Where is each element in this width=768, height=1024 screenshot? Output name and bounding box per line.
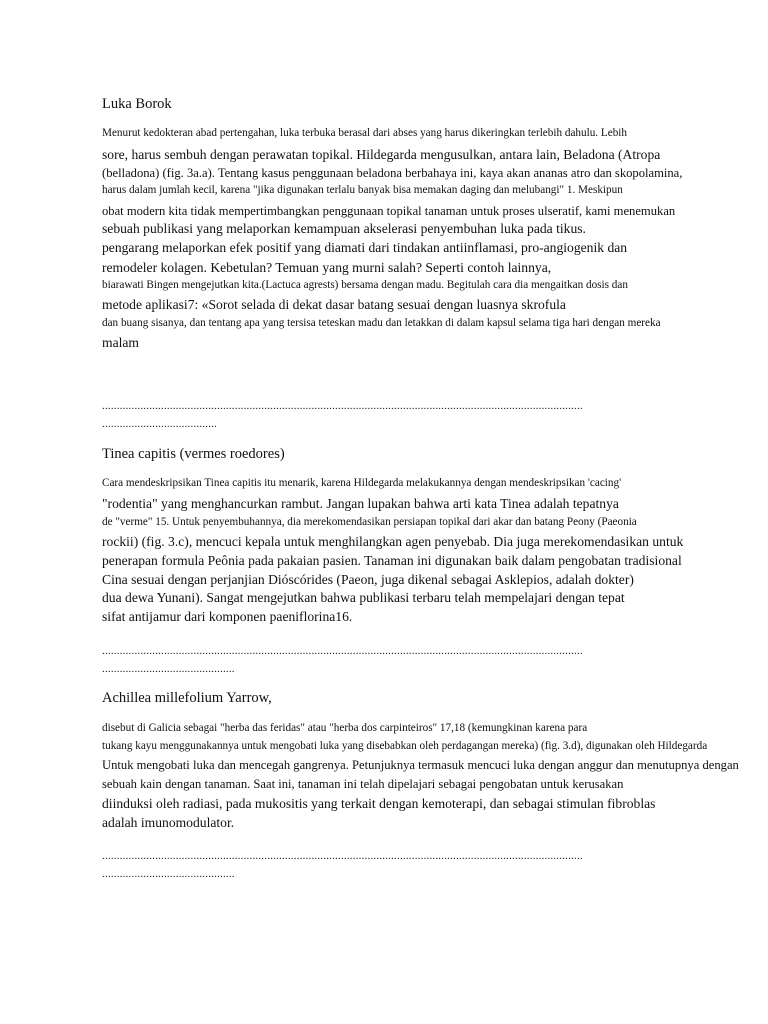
paragraph-line: metode aplikasi7: «Sorot selada di dekat dasar batang sesuai dengan luasnya skrofula [102,297,566,312]
paragraph-line: tukang kayu menggunakannya untuk mengobati luka yang disebabkan oleh perdagangan mereka) (fig. 3.d), digunakan oleh Hildegarda [102,740,708,752]
paragraph-line: Menurut kedokteran abad pertengahan, luka terbuka berasal dari abses yang harus dikeringkan terlebih dahulu. Lebih [102,127,627,139]
section-title-luka-borok: Luka Borok [102,96,172,112]
paragraph-line: obat modern kita tidak mempertimbangkan penggunaan topikal tanaman untuk proses ulseratif, kami menemukan [102,204,676,218]
paragraph-line: sore, harus sembuh dengan perawatan topikal. Hildegarda mengusulkan, antara lain, Beladona (Atropa [102,147,661,162]
section-title-achillea: Achillea millefolium Yarrow, [102,690,272,706]
paragraph-line: remodeler kolagen. Kebetulan? Temuan yang murni salah? Seperti contoh lainnya, [102,260,552,275]
paragraph-line: sebuah kain dengan tanaman. Saat ini, tanaman ini telah dipelajari sebagai pengobatan untuk kerusakan [102,777,624,791]
dotted-separator: ................................................................................................................................................................... [102,645,583,657]
section-title-tinea-capitis: Tinea capitis (vermes roedores) [102,446,285,462]
dotted-separator: ............................................. [102,868,235,880]
paragraph-line: Cina sesuai dengan perjanjian Dióscórides (Paeon, juga dikenal sebagai Asklepios, adalah dokter) [102,572,634,587]
paragraph-line: (belladona) (fig. 3a.a). Tentang kasus penggunaan beladona berbahaya ini, kaya akan ananas atro dan skopolamina, [102,166,683,180]
paragraph-line: "rodentia" yang menghancurkan rambut. Jangan lupakan bahwa arti kata Tinea adalah tepatnya [102,496,619,511]
paragraph-line: adalah imunomodulator. [102,815,235,830]
paragraph-line: dua dewa Yunani). Sangat mengejutkan bahwa publikasi terbaru telah mempelajari dengan tepat [102,590,625,605]
dotted-separator: ....................................... [102,418,218,430]
paragraph-line: sebuah publikasi yang melaporkan kemampuan akselerasi penyembuhan luka pada tikus. [102,221,586,236]
paragraph-line: dan buang sisanya, dan tentang apa yang tersisa teteskan madu dan letakkan di dalam kapsul selama tiga hari dengan mereka [102,317,661,329]
paragraph-line: harus dalam jumlah kecil, karena "jika digunakan terlalu banyak bisa memakan daging dan melubangi" 1. Meskipun [102,184,623,196]
paragraph-line: biarawati Bingen mengejutkan kita.(Lactuca agrests) bersama dengan madu. Begitulah cara dia mengaitkan dosis dan [102,279,628,291]
dotted-separator: ............................................. [102,663,235,675]
paragraph-line: pengarang melaporkan efek positif yang diamati dari tindakan antiinflamasi, pro-angiogenik dan [102,240,628,255]
paragraph-line: malam [102,335,139,350]
paragraph-line: disebut di Galicia sebagai "herba das feridas" atau "herba dos carpinteiros" 17,18 (kemungkinan karena para [102,722,588,734]
paragraph-line: sifat antijamur dari komponen paeniflorina16. [102,609,353,624]
paragraph-line: diinduksi oleh radiasi, pada mukositis yang terkait dengan kemoterapi, dan sebagai stimulan fibroblas [102,796,656,811]
paragraph-line: rockii) (fig. 3.c), mencuci kepala untuk menghilangkan agen penyebab. Dia juga merekomendasikan untuk [102,534,684,549]
dotted-separator: ................................................................................................................................................................... [102,400,583,412]
paragraph-line: de "verme" 15. Untuk penyembuhannya, dia merekomendasikan persiapan topikal dari akar dan batang Peony (Paeonia [102,516,637,528]
paragraph-line: Untuk mengobati luka dan mencegah gangrenya. Petunjuknya termasuk mencuci luka dengan anggur dan menutupnya dengan [102,758,739,772]
paragraph-line: penerapan formula Peônia pada pakaian pasien. Tanaman ini digunakan baik dalam pengobatan tradisional [102,553,682,568]
paragraph-line: Cara mendeskripsikan Tinea capitis itu menarik, karena Hildegarda melakukannya dengan mendeskripsikan 'cacing' [102,477,622,489]
dotted-separator: ................................................................................................................................................................... [102,850,583,862]
